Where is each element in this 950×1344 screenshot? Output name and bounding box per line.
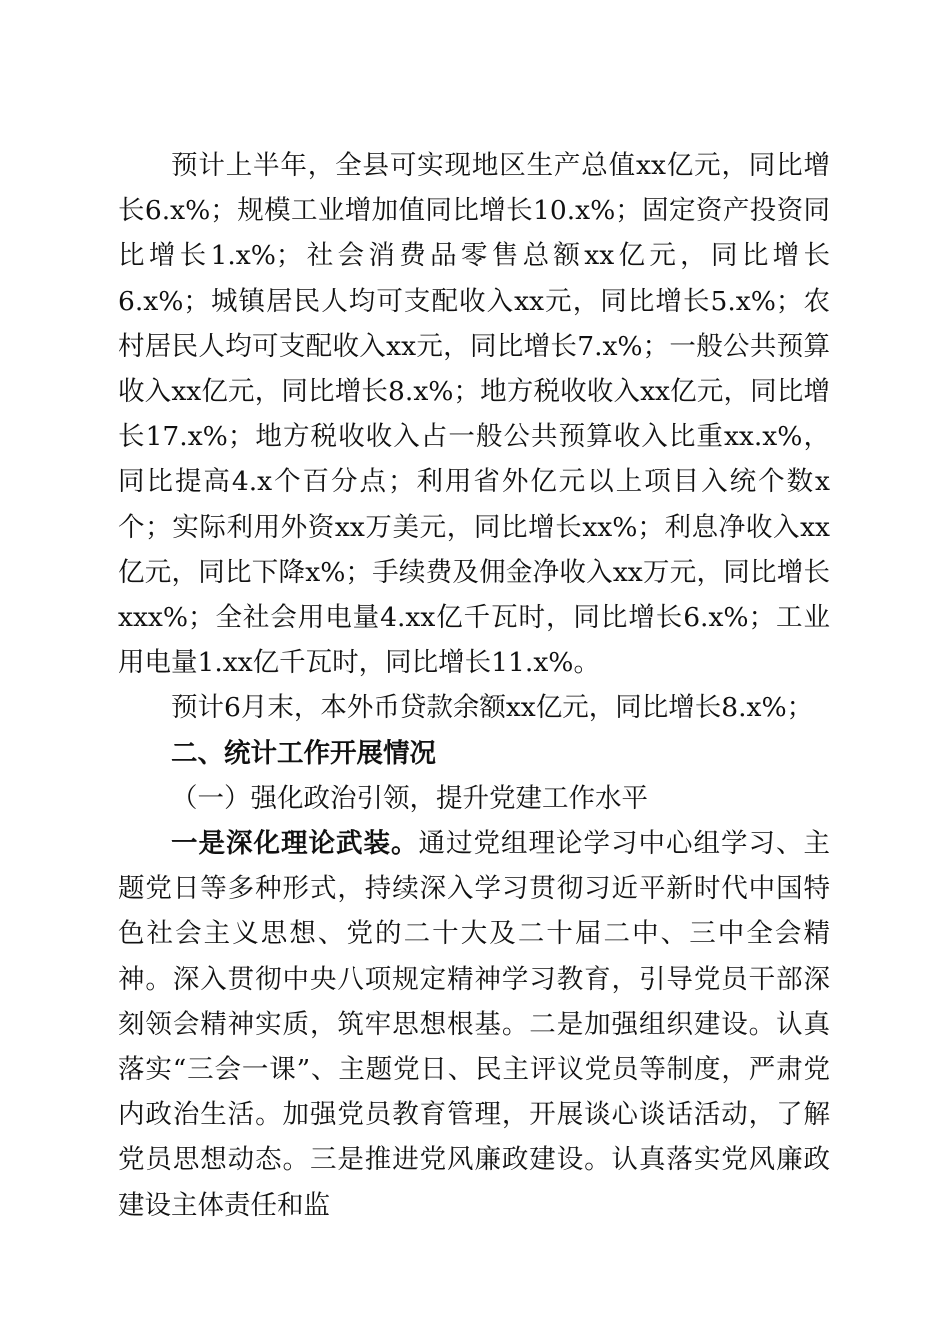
document-body — [118, 143, 830, 1228]
economic-forecast-paragraph: 预计上半年，全县可实现地区生产总值xx亿元，同比增长6.x%；规模工业增加值同比增长10.x%；固定资产投资同比增长1.x%；社会消费品零售总额xx亿元，同比增长6.x%；城镇居民人均可支配收入xx元，同比增长5.x%；农村居民人均可支配收入xx元，同比增长7.x%；一般公共预算收入xx亿元，同比增长8.x%；地方税收收入xx亿元，同比增长17.x%；地方税收收入占一般公共预算收入比重xx.x%，同比提高4.x个百分点；利用省外亿元以上项目入统个数x个；实际利用外资xx万美元，同比增长xx%；利息净收入xx亿元，同比下降x%；手续费及佣金净收入xx万元，同比增长xxx%；全社会用电量4.xx亿千瓦时，同比增长6.x%；工业用电量1.xx亿千瓦时，同比增长11.x%。 — [118, 150, 830, 679]
section-heading: 二、统计工作开展情况 — [171, 737, 436, 769]
party-building-paragraph — [118, 821, 830, 1228]
loan-balance-paragraph: 预计6月末，本外币贷款余额xx亿元，同比增长8.x%； — [171, 692, 814, 724]
paragraph-text: 通过党组理论学习中心组学习、主题党日等多种形式，持续深入学习贯彻习近平新时代中国特色社会主义思想、党的二十大及二十届二中、三中全会精神。深入贯彻中央八项规定精神学习教育，引导党员干部深刻领会精神实质，筑牢思想根基。二是加强组织建设。认真落实“三会一课”、主题党日、民主评议党员等制度，严肃党内政治生活。加强党员教育管理，开展谈心谈话活动，了解党员思想动态。三是推进党风廉政建设。认真落实党风廉政建设主体责任和监 — [118, 828, 830, 1221]
subsection-heading: （一）强化政治引领，提升党建工作水平 — [171, 782, 648, 814]
paragraph-lead: 一是深化理论武装。 — [171, 828, 419, 860]
